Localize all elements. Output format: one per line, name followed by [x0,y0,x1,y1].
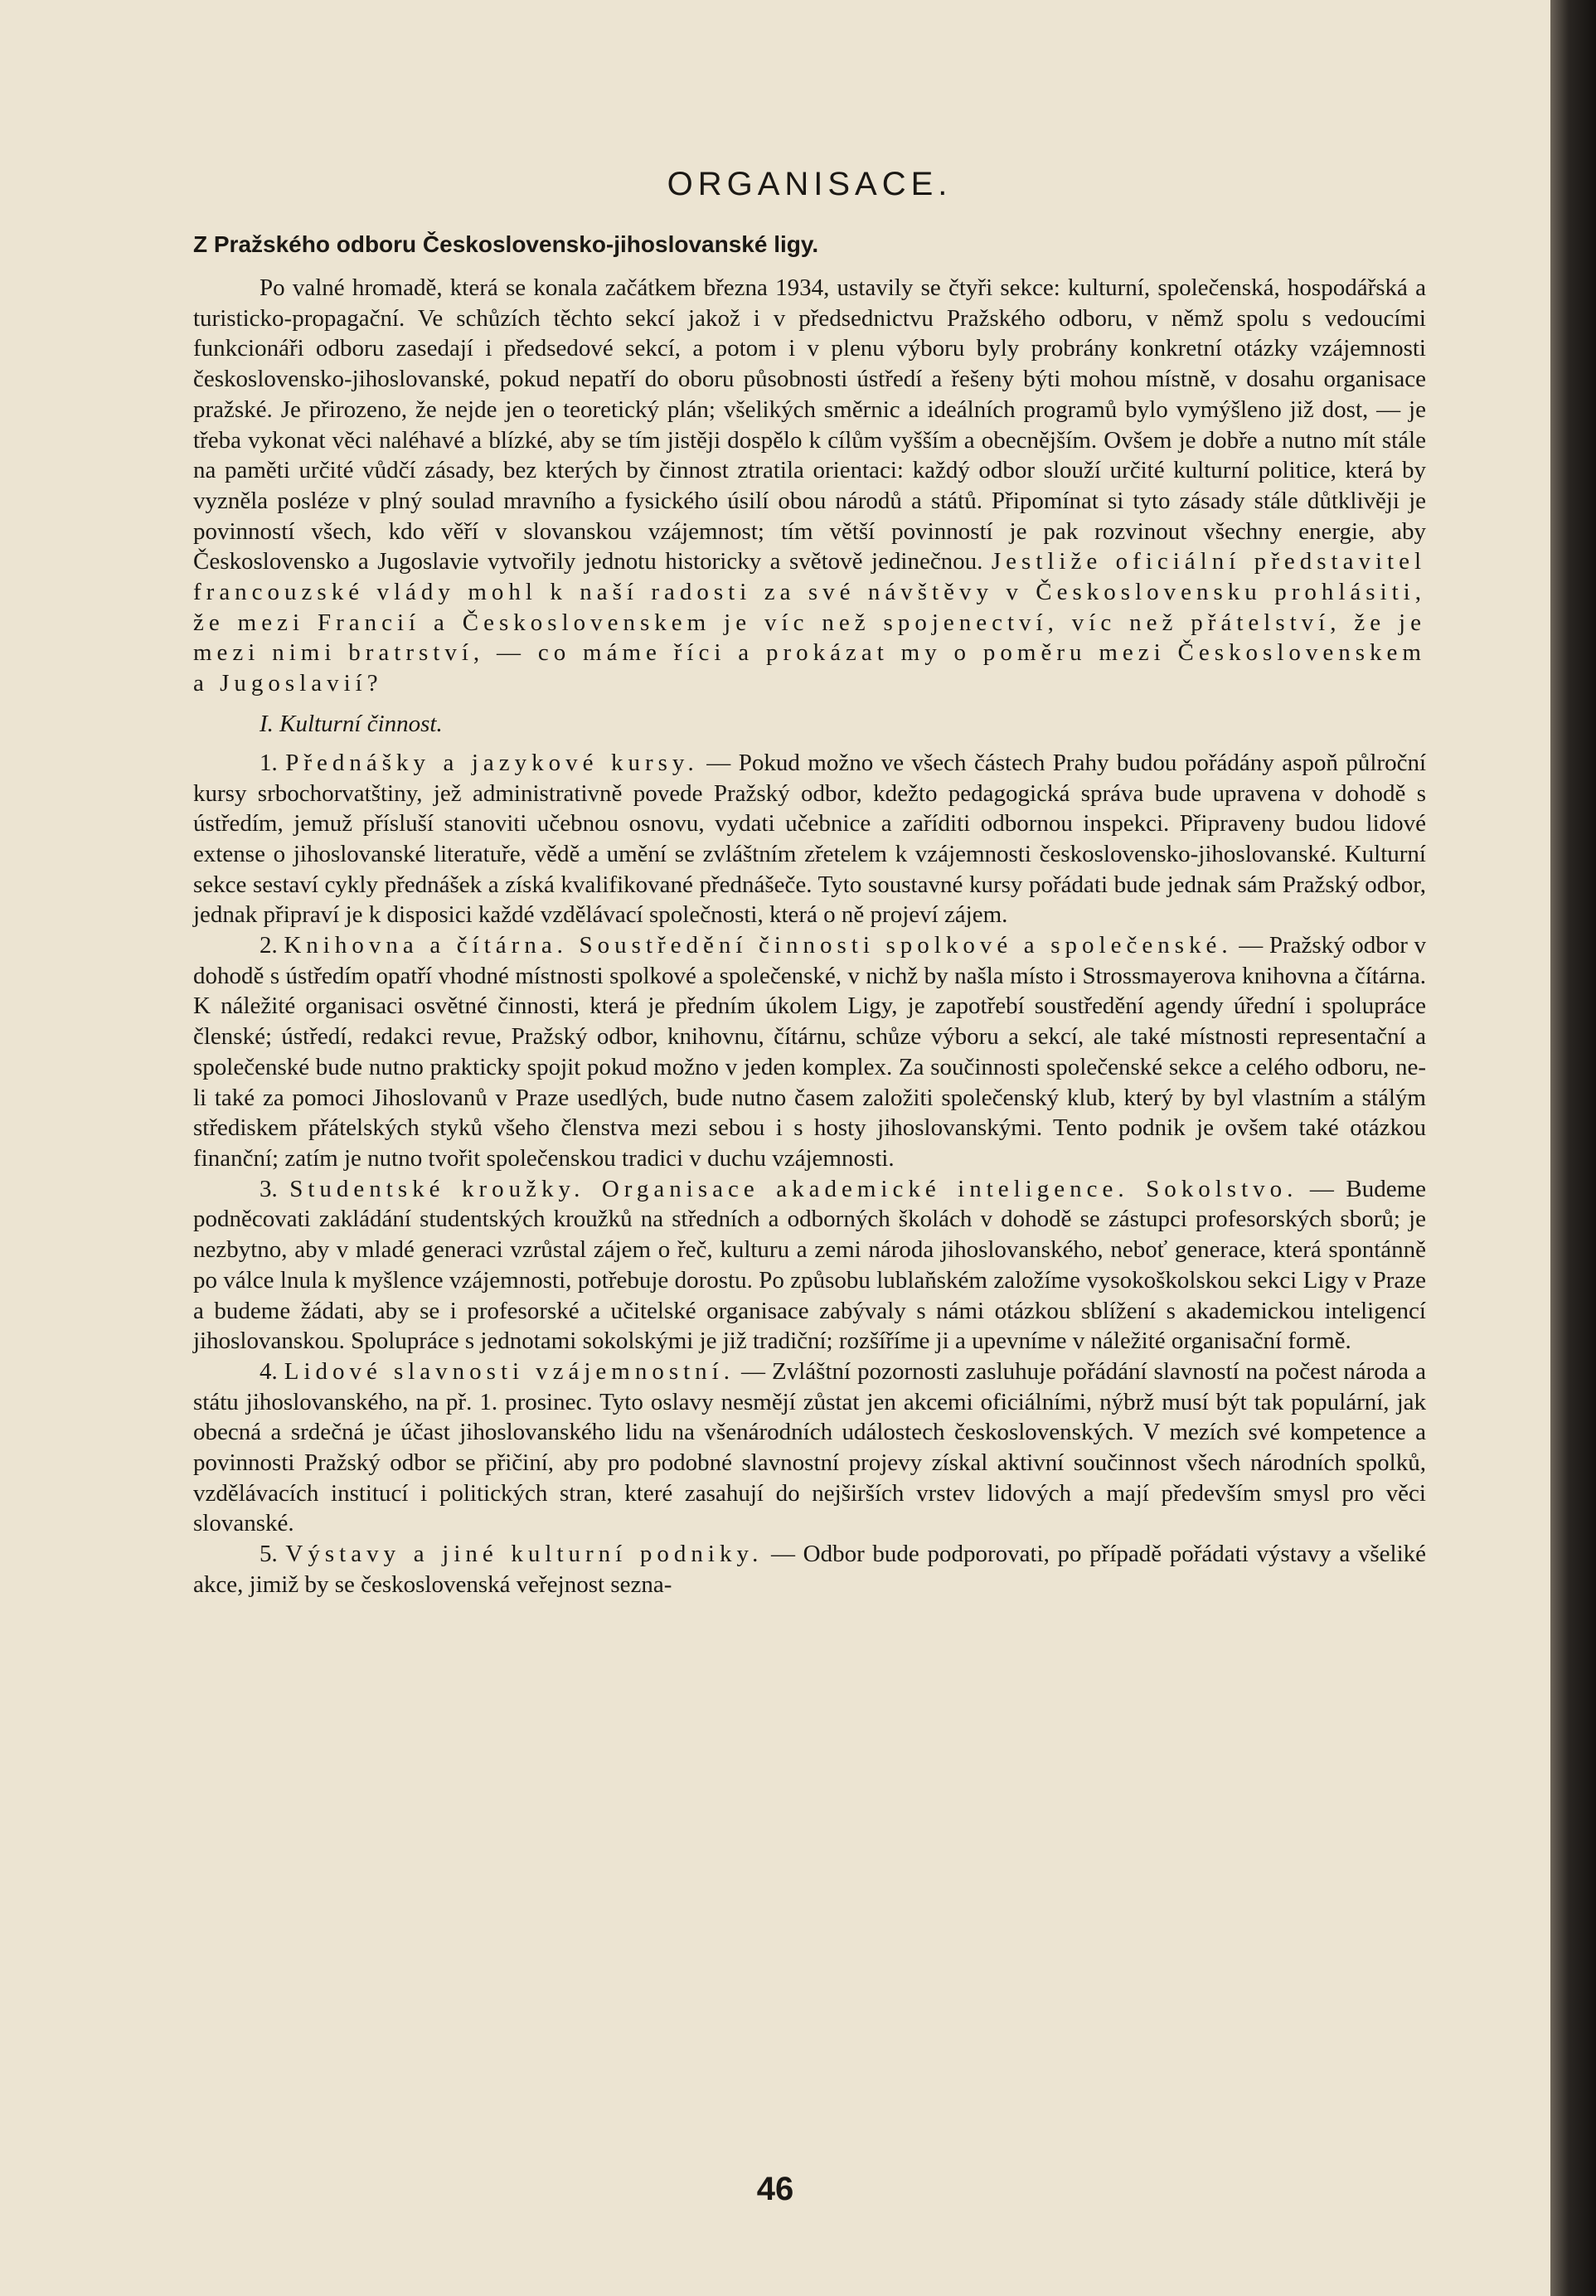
item-paragraph [193,1174,1426,1357]
intro-spaced-text: Jestliže oficiální představitel francouzské vlády mohl k naší radosti za své návštěvy v Československu prohlásiti, že mezi Francií a Československem je víc než spojenectví, víc než přátelství, že je mezi nimi bratrství, — co máme říci a prokázat my o poměru mezi Československem a Jugoslavií? [193,548,1426,697]
article-subtitle: Z Pražského odboru Československo-jihoslovanské ligy. [193,231,819,257]
item-text: — Budeme podněcovati zakládání studentských kroužků na středních a odborných školách v dohodě se zástupci profesorských sborů; je nezbytno, aby v mladé generaci vzrůstal zájem o řeč, kulturu a zemi národa jihoslovanského, neboť generace, která spontánně po válce lnula k myšlence vzájemnosti, potřebuje dorostu. Po způsobu lublaňském založíme vysokoškolskou sekci Ligy v Praze a budeme žádati, aby se i profesorské a učitelské organisace zabývaly s námi otázkou sblížení s akademickou inteligencí jihoslovanskou. Spolupráce s jednotami sokolskými je již tradiční; rozšíříme ji a upevníme v náležité organisační formě. [193,1175,1427,1355]
item-heading: Přednášky a jazykové kursy. [285,749,699,776]
item-number: 4. [260,1357,278,1385]
item-text: — Odbor bude podporovati, po případě pořádati výstavy a všeliké akce, jimiž by se československá veřejnost sezna- [193,1541,1427,1598]
item-number: 2. [260,932,278,959]
item-paragraph [193,748,1426,930]
section-heading: I. Kulturní činnost. [260,710,443,737]
item-number: 5. [260,1541,278,1568]
intro-text: Po valné hromadě, která se konala začátkem března 1934, ustavily se čtyři sekce: kulturní, společenská, hospodářská a turisticko-propagační. Ve schůzích těchto sekcí jakož i v předsednictvu Pražského odboru, v němž spolu s vedoucími funkcionáři odboru zasedají i předsedové sekcí, a potom i v plenu výboru byly probrány konkretní otázky vzájemnosti československo-jihoslovanské, pokud nepatří do oboru působnosti ústředí a řešeny býti mohou místně, v dosahu organisace pražské. Je přirozeno, že nejde jen o teoretický plán; všelikých směrnic a ideálních programů bylo vymýšleno již dost, — je třeba vykonat věci naléhavé a blízké, aby se tím jistěji dospělo k cílům vyšším a obecnějším. Ovšem je dobře a nutno mít stále na paměti určité vůdčí zásady, bez kterých by činnost ztratila orientaci: každý odbor slouží určité kulturní politice, která by vyzněla posléze v plný soulad mravního a fysického úsilí obou národů a států. Připomínat si tyto zásady stále důtklivěji je povinností všech, kdo věří v slovanskou vzájemnost; tím větší povinností je pak rozvinout všechny energie, aby Československo a Jugoslavie vytvořily jednotu historicky a světově jedinečnou. [193,274,1426,575]
item-paragraph [193,1357,1426,1539]
item-text: — Zvláštní pozornosti zasluhuje pořádání slavností na počest národa a státu jihoslovanského, na př. 1. prosinec. Tyto oslavy nesmějí zůstat jen akcemi oficiálními, nýbrž musí být tak populární, jak obecná a srdečná je účast jihoslovanského lidu na všenárodních událostech československých. V mezích své kompetence a povinnosti Pražský odbor se přičiní, aby pro podobné slavnostní projevy získal aktivní součinnost všech národních spolků, vzdělávacích institucí i politických stran, které zasahují do nejširších vrstev lidových a mají především smysl pro věci slovanské. [193,1357,1427,1537]
page-number: 46 [756,2171,794,2207]
item-number: 1. [260,749,278,776]
item-paragraph [193,1539,1426,1599]
page-title: ORGANISACE. [667,166,953,202]
intro-paragraph [193,273,1426,699]
item-paragraph [193,930,1426,1174]
item-text: — Pokud možno ve všech částech Prahy budou pořádány aspoň půlroční kursy srbochorvatštiny, jež administrativně povede Pražský odbor, kdežto pedagogická správa bude upravena v dohodě s ústředím, jemuž přísluší stanoviti učebnou osnovu, vydati učebnice a zaříditi odbornou inspekci. Připraveny budou lidové extense o jihoslovanské literatuře, vědě a umění se zvláštním zřetelem k vzájemnosti československo-jihoslovanské. Kulturní sekce sestaví cykly přednášek a získá kvalifikované přednášeče. Tyto soustavné kursy pořádati bude jednak sám Pražský odbor, jednak připraví je k disposici každé vzdělávací společnosti, která o ně projeví zájem. [193,749,1427,929]
item-heading: Výstavy a jiné kulturní podniky. [285,1541,764,1568]
book-binding-edge [1550,0,1596,2296]
item-heading: Lidové slavnosti vzájemnostní. [284,1357,735,1385]
item-number: 3. [260,1175,278,1202]
item-heading: Studentské kroužky. Organisace akademické inteligence. Sokolstvo. [289,1175,1298,1202]
item-heading: Knihovna a čítárna. Soustředění činnosti spolkové a společenské. [284,932,1233,959]
page-content [193,166,1426,1600]
item-text: — Pražský odbor v dohodě s ústředím opatří vhodné místnosti spolkové a společenské, v nichž by našla místo i Strossmayerova knihovna a čítárna. K náležité organisaci osvětné činnosti, která je předním úkolem Ligy, je zapotřebí soustředění agendy úřední i spolupráce členské; ústředí, redakci revue, Pražský odbor, knihovnu, čítárnu, schůze výboru a sekcí, ale také místnosti representační a společenské bude nutno prakticky spojit pokud možno v jeden komplex. Za součinnosti společenské sekce a celého odboru, ne-li také za pomoci Jihoslovanů v Praze usedlých, bude nutno časem založiti společenský klub, který by byl vlastním a stálým střediskem přátelských styků všeho členstva mezi sebou i s hosty jihoslovanskými. Tento podnik je ovšem také otázkou finanční; zatím je nutno tvořit společenskou tradici v duchu vzájemnosti. [193,932,1427,1172]
